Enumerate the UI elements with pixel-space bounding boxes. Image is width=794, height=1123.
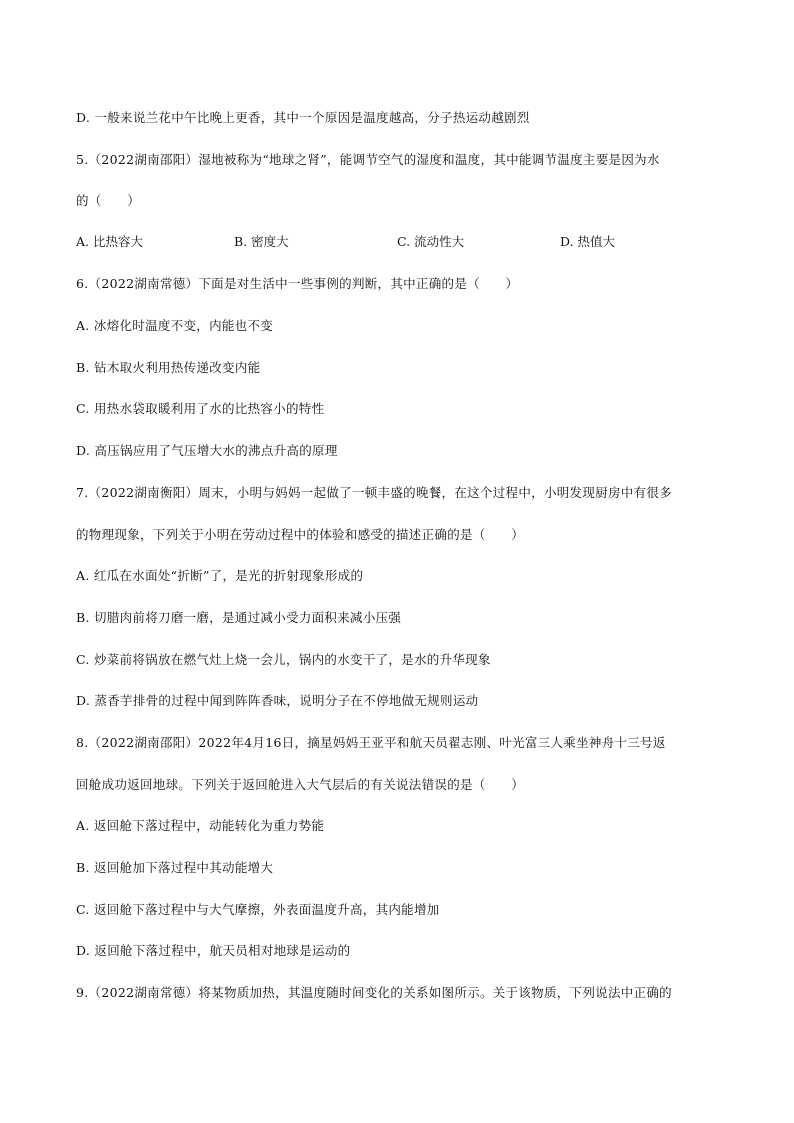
q7-option-d: D. 蒸香芋排骨的过程中闻到阵阵香味，说明分子在不停地做无规则运动 <box>76 693 479 708</box>
q5-option-c: C. 流动性大 <box>397 234 465 249</box>
q8-option-a: A. 返回舱下落过程中，动能转化为重力势能 <box>76 818 325 833</box>
q6-option-a: A. 冰熔化时温度不变，内能也不变 <box>76 318 274 333</box>
q7-option-b: B. 切腊肉前将刀磨一磨，是通过减小受力面积来减小压强 <box>76 610 402 625</box>
q8-stem-line-2: 回舱成功返回地球。下列关于返回舱进入大气层后的有关说法错误的是（ ） <box>76 777 525 792</box>
q8-stem-line-1: 8.（2022湖南邵阳）2022年4月16日，摘星妈妈王亚平和航天员翟志刚、叶光富三人乘坐神舟十三号返 <box>76 735 666 750</box>
q5-stem-line-1: 5.（2022湖南邵阳）湿地被称为“地球之肾”，能调节空气的湿度和温度，其中能调节温度主要是因为水 <box>76 152 660 167</box>
q7-option-a: A. 红瓜在水面处“折断”了，是光的折射现象形成的 <box>76 568 364 583</box>
q9-stem-line-1: 9.（2022湖南常德）将某物质加热，其温度随时间变化的关系如图所示。关于该物质，下列说法中正确的 <box>76 985 672 1000</box>
q7-option-c: C. 炒菜前将锅放在燃气灶上烧一会儿，锅内的水变干了，是水的升华现象 <box>76 652 491 667</box>
q8-option-d: D. 返回舱下落过程中，航天员相对地球是运动的 <box>76 943 351 958</box>
q4-option-d: D. 一般来说兰花中午比晚上更香，其中一个原因是温度越高，分子热运动越剧烈 <box>76 110 530 125</box>
q6-option-b: B. 钻木取火利用热传递改变内能 <box>76 360 261 375</box>
q5-option-d: D. 热值大 <box>560 234 616 249</box>
q6-stem: 6.（2022湖南常德）下面是对生活中一些事例的判断，其中正确的是（ ） <box>76 276 519 291</box>
q6-option-c: C. 用热水袋取暖利用了水的比热容小的特性 <box>76 401 325 416</box>
q5-option-b: B. 密度大 <box>234 234 289 249</box>
q5-option-a: A. 比热容大 <box>76 234 143 249</box>
q6-option-d: D. 高压锅应用了气压增大水的沸点升高的原理 <box>76 443 338 458</box>
q8-option-b: B. 返回舱加下落过程中其动能增大 <box>76 860 274 875</box>
q7-stem-line-1: 7.（2022湖南衡阳）周末，小明与妈妈一起做了一顿丰盛的晚餐，在这个过程中，小明发现厨房中有很多 <box>76 485 672 500</box>
q5-stem-line-2: 的（ ） <box>76 193 141 208</box>
q8-option-c: C. 返回舱下落过程中与大气摩擦，外表面温度升高，其内能增加 <box>76 902 440 917</box>
q7-stem-line-2: 的物理现象，下列关于小明在劳动过程中的体验和感受的描述正确的是（ ） <box>76 527 525 542</box>
